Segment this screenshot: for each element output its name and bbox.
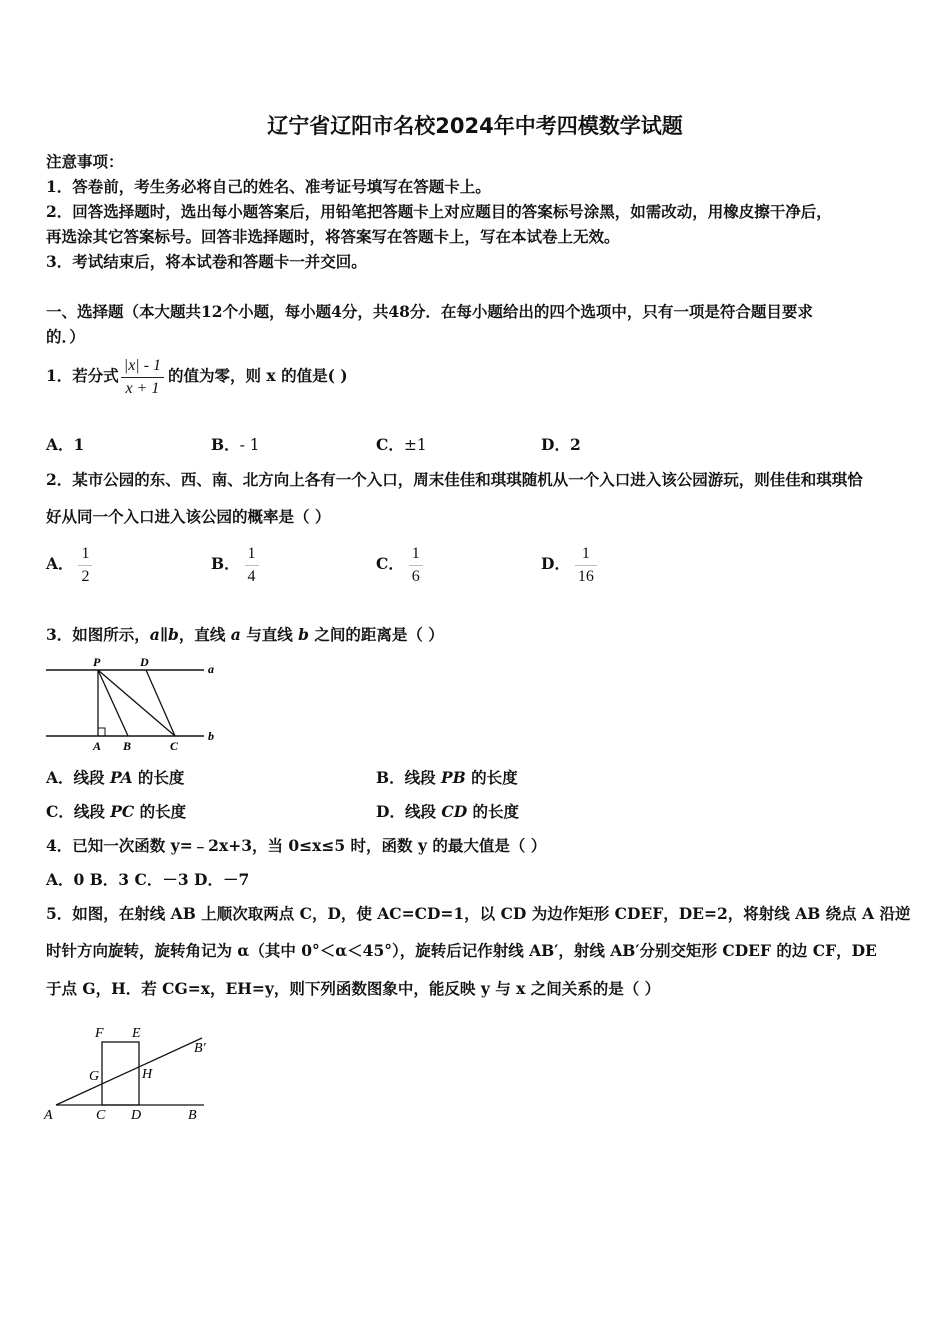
label-a: A — [93, 739, 102, 753]
label-d: D — [140, 655, 149, 669]
option-label: C． — [376, 554, 404, 573]
option-text: 线段 — [73, 802, 111, 821]
q3-stem-part: 3．如图所示， — [46, 625, 150, 644]
notice-item-2: 2．回答选择题时，选出每小题答案后，用铅笔把答题卡上对应题目的答案标号涂黑，如需改动，用橡皮擦干净后， — [46, 202, 832, 221]
segment-pb — [98, 670, 128, 736]
option-fraction — [78, 545, 92, 586]
option-label: A． — [46, 435, 74, 454]
q3-stem-part: 之间的距离是（ ） — [308, 625, 444, 644]
option-fraction — [409, 545, 423, 586]
option-text: 的长度 — [465, 768, 518, 787]
q3-option-a[interactable] — [46, 768, 184, 788]
q3-figure — [44, 654, 224, 754]
question-2: 2．某市公园的东、西、南、北方向上各有一个入口，周末佳佳和琪琪随机从一个入口进入该公园游玩，则佳佳和琪琪恰 — [46, 470, 863, 489]
option-label: B． — [211, 435, 240, 454]
option-label: A． — [46, 768, 74, 787]
option-fraction — [245, 545, 259, 586]
option-value: - 1 — [239, 436, 260, 454]
label-e: E — [132, 1026, 141, 1041]
label-d: D — [131, 1108, 142, 1123]
option-text: 线段 — [404, 768, 442, 787]
option-label: C． — [376, 435, 404, 454]
label-b: B — [123, 739, 132, 753]
q3-stem-part: a∥b — [149, 625, 179, 644]
option-value: 1 — [73, 435, 85, 454]
option-segment: PA — [109, 768, 133, 787]
label-a-line: a — [208, 662, 214, 676]
option-text: 的长度 — [134, 802, 187, 821]
question-1 — [46, 356, 348, 398]
option-label: D． — [376, 802, 405, 821]
exam-title: 辽宁省辽阳市名校2024年中考四模数学试题 — [267, 114, 683, 138]
option-segment: CD — [441, 802, 468, 821]
segment-dc — [146, 670, 175, 736]
label-h: H — [142, 1067, 153, 1082]
question-5-cont-1: 时针方向旋转，旋转角记为 α（其中 0°＜α＜45°），旋转后记作射线 AB′，射线 AB′分别交矩形 CDEF 的边 CF，DE — [46, 941, 877, 960]
section-heading: 一、选择题（本大题共12个小题，每小题4分，共48分．在每小题给出的四个选项中，只有一项是符合题目要求 — [46, 302, 813, 321]
option-label: D． — [541, 554, 570, 573]
q1-fraction-numerator: |x| - 1 — [121, 357, 164, 378]
q3-option-d[interactable] — [376, 802, 519, 822]
notice-heading: 注意事项： — [46, 152, 124, 171]
q2-option-a[interactable] — [46, 542, 92, 586]
question-3 — [46, 625, 444, 645]
option-value: ±1 — [403, 436, 427, 454]
q5-figure — [42, 1018, 222, 1128]
section-heading-cont: 的．） — [46, 327, 85, 346]
fraction-numerator: 1 — [245, 545, 259, 566]
notice-item-1: 1．答卷前，考生务必将自己的姓名、准考证号填写在答题卡上。 — [46, 177, 491, 196]
option-value: 2 — [569, 435, 581, 454]
option-label: D． — [541, 435, 570, 454]
ray-ab-prime — [56, 1038, 202, 1105]
fraction-denominator: 4 — [247, 567, 256, 585]
fraction-denominator: 2 — [81, 567, 90, 585]
option-label: B． — [211, 554, 240, 573]
q4-options[interactable]: A．0 B．3 C．－3 D．－7 — [46, 870, 250, 889]
label-f: F — [95, 1026, 104, 1041]
option-text: 的长度 — [467, 802, 520, 821]
q1-option-c[interactable] — [376, 435, 427, 455]
fraction-numerator: 1 — [575, 545, 597, 566]
q1-option-a[interactable] — [46, 435, 84, 455]
question-5-cont-2: 于点 G，H．若 CG=x，EH=y，则下列函数图象中，能反映 y 与 x 之间关系的是（ ） — [46, 979, 661, 998]
q1-option-b[interactable] — [211, 435, 260, 455]
label-b: B — [188, 1108, 197, 1123]
option-label: A． — [46, 554, 74, 573]
q1-option-d[interactable] — [541, 435, 581, 455]
segment-pc — [98, 670, 175, 736]
label-b-line: b — [208, 729, 214, 743]
fraction-numerator: 1 — [409, 545, 423, 566]
q3-option-c[interactable] — [46, 802, 186, 822]
notice-item-2-cont: 再选涂其它答案标号。回答非选择题时，将答案写在答题卡上，写在本试卷上无效。 — [46, 227, 620, 246]
label-c: C — [170, 739, 179, 753]
question-5: 5．如图，在射线 AB 上顺次取两点 C，D，使 AC=CD=1，以 CD 为边作矩形 CDEF，DE=2，将射线 AB 绕点 A 沿逆 — [46, 904, 911, 923]
q1-fraction-denominator: x + 1 — [125, 379, 160, 397]
q2-option-b[interactable] — [211, 542, 259, 586]
question-2-cont: 好从同一个入口进入该公园的概率是（ ） — [46, 507, 331, 526]
fraction-denominator: 6 — [411, 567, 420, 585]
label-p: P — [93, 655, 101, 669]
q3-stem-part: b — [298, 625, 309, 644]
option-segment: PC — [110, 802, 135, 821]
q3-stem-part: 与直线 — [240, 625, 299, 644]
q1-suffix: 的值为零，则 x 的值是( ) — [168, 366, 348, 385]
q2-option-d[interactable] — [541, 542, 597, 586]
rectangle-cdef — [102, 1042, 139, 1105]
fraction-denominator: 16 — [577, 567, 594, 585]
right-angle-mark — [98, 728, 105, 736]
label-c: C — [96, 1108, 106, 1123]
label-b-prime: B′ — [194, 1041, 206, 1056]
option-fraction — [575, 545, 597, 586]
question-4: 4．已知一次函数 y=﹣2x+3，当 0≤x≤5 时，函数 y 的最大值是（ ） — [46, 836, 547, 855]
option-segment: PB — [441, 768, 466, 787]
q3-stem-part: ，直线 — [178, 625, 231, 644]
notice-item-3: 3．考试结束后，将本试卷和答题卡一并交回。 — [46, 252, 367, 271]
q3-stem-part: a — [230, 625, 241, 644]
label-g: G — [89, 1069, 100, 1084]
q3-option-b[interactable] — [376, 768, 518, 788]
q1-fraction — [121, 357, 164, 398]
option-label: C． — [46, 802, 74, 821]
q2-option-c[interactable] — [376, 542, 423, 586]
option-text: 线段 — [73, 768, 110, 787]
label-a: A — [44, 1108, 53, 1123]
q1-prefix: 1．若分式 — [46, 366, 119, 385]
fraction-numerator: 1 — [78, 545, 92, 566]
option-text: 的长度 — [132, 768, 185, 787]
option-text: 线段 — [404, 802, 442, 821]
option-label: B． — [376, 768, 405, 787]
